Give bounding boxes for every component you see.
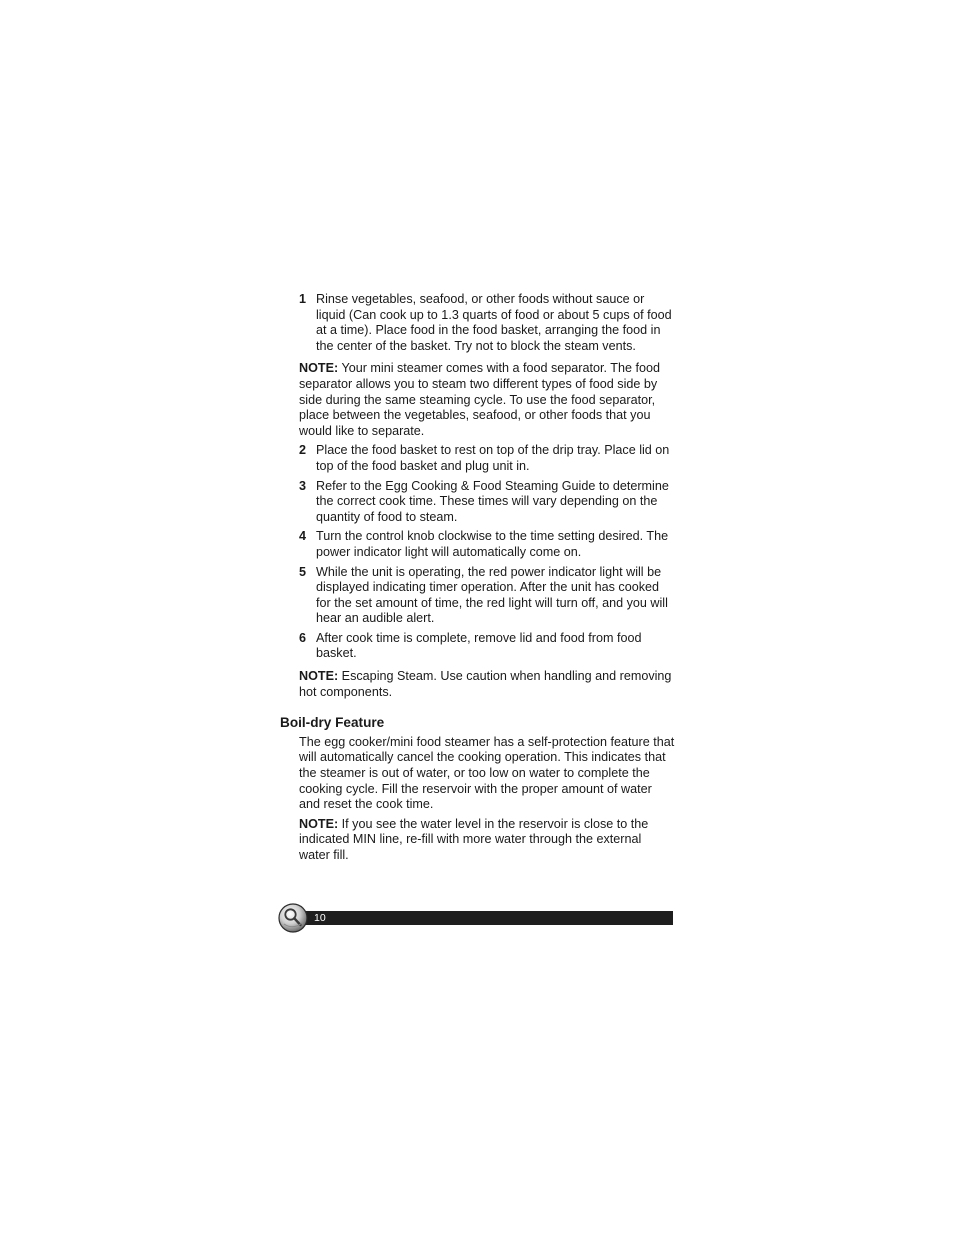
step-number: 6 <box>299 630 307 645</box>
note-label: NOTE: <box>299 669 339 684</box>
note-text: If you see the water level in the reservoir is close to the indicated MIN line, re-fill with more water through the external water fill. <box>299 816 649 862</box>
page-number: 10 <box>314 912 326 924</box>
boil-dry-paragraph: The egg cooker/mini food steamer has a self-protection feature that will automatically cancel the cooking operation. This indicates that the steamer is out of water, or too low on water to complete the cooking cycle. Fill the reservoir with the proper amount of water and reset the cook time. <box>299 734 675 812</box>
step-number: 1 <box>299 292 307 306</box>
step-3 <box>299 479 675 526</box>
step-1 <box>299 292 675 354</box>
note-text: Escaping Steam. Use caution when handling and removing hot components. <box>299 669 672 699</box>
boil-dry-heading: Boil-dry Feature <box>280 715 385 731</box>
step-6 <box>299 631 675 662</box>
step-number: 5 <box>299 564 307 579</box>
instructions-content <box>280 292 675 868</box>
step-number: 4 <box>299 529 307 544</box>
page-footer <box>278 903 674 935</box>
step-text: While the unit is operating, the red power indicator light will be displayed indicating timer operation. After the unit has cooked for the set amount of time, the red light will turn off, and you will hear an audible alert. <box>316 564 668 626</box>
magnifier-logo-icon <box>278 903 308 933</box>
step-text: Turn the control knob clockwise to the time setting desired. The power indicator light will automatically come on. <box>316 529 669 559</box>
step-text: Rinse vegetables, seafood, or other foods without sauce or liquid (Can cook up to 1.3 quarts of food or about 5 cups of food at a time). Place food in the food basket, arranging the food in the center of the basket. Try not to block the steam vents. <box>316 292 672 353</box>
note-label: NOTE: <box>299 816 339 831</box>
step-number: 3 <box>299 478 307 493</box>
step-text: After cook time is complete, remove lid and food from food basket. <box>316 630 642 661</box>
note-label: NOTE: <box>299 361 339 376</box>
step-text: Refer to the Egg Cooking & Food Steaming Guide to determine the correct cook time. These times will vary depending on the quantity of food to steam. <box>316 478 669 524</box>
note-text: Your mini steamer comes with a food separator. The food separator allows you to steam two different types of food side by side during the same steaming cycle. To use the food separator, place between the vegetables, seafood, or other foods that you would like to separate. <box>299 361 660 438</box>
note-water-level <box>299 817 675 864</box>
step-text: Place the food basket to rest on top of the drip tray. Place lid on top of the food basket and plug unit in. <box>316 443 670 473</box>
step-number: 2 <box>299 443 307 458</box>
step-4 <box>299 529 675 560</box>
note-escaping-steam <box>299 669 675 700</box>
note-food-separator <box>299 361 675 439</box>
footer-bar <box>292 911 673 925</box>
step-2 <box>299 443 675 474</box>
step-5 <box>299 565 675 627</box>
